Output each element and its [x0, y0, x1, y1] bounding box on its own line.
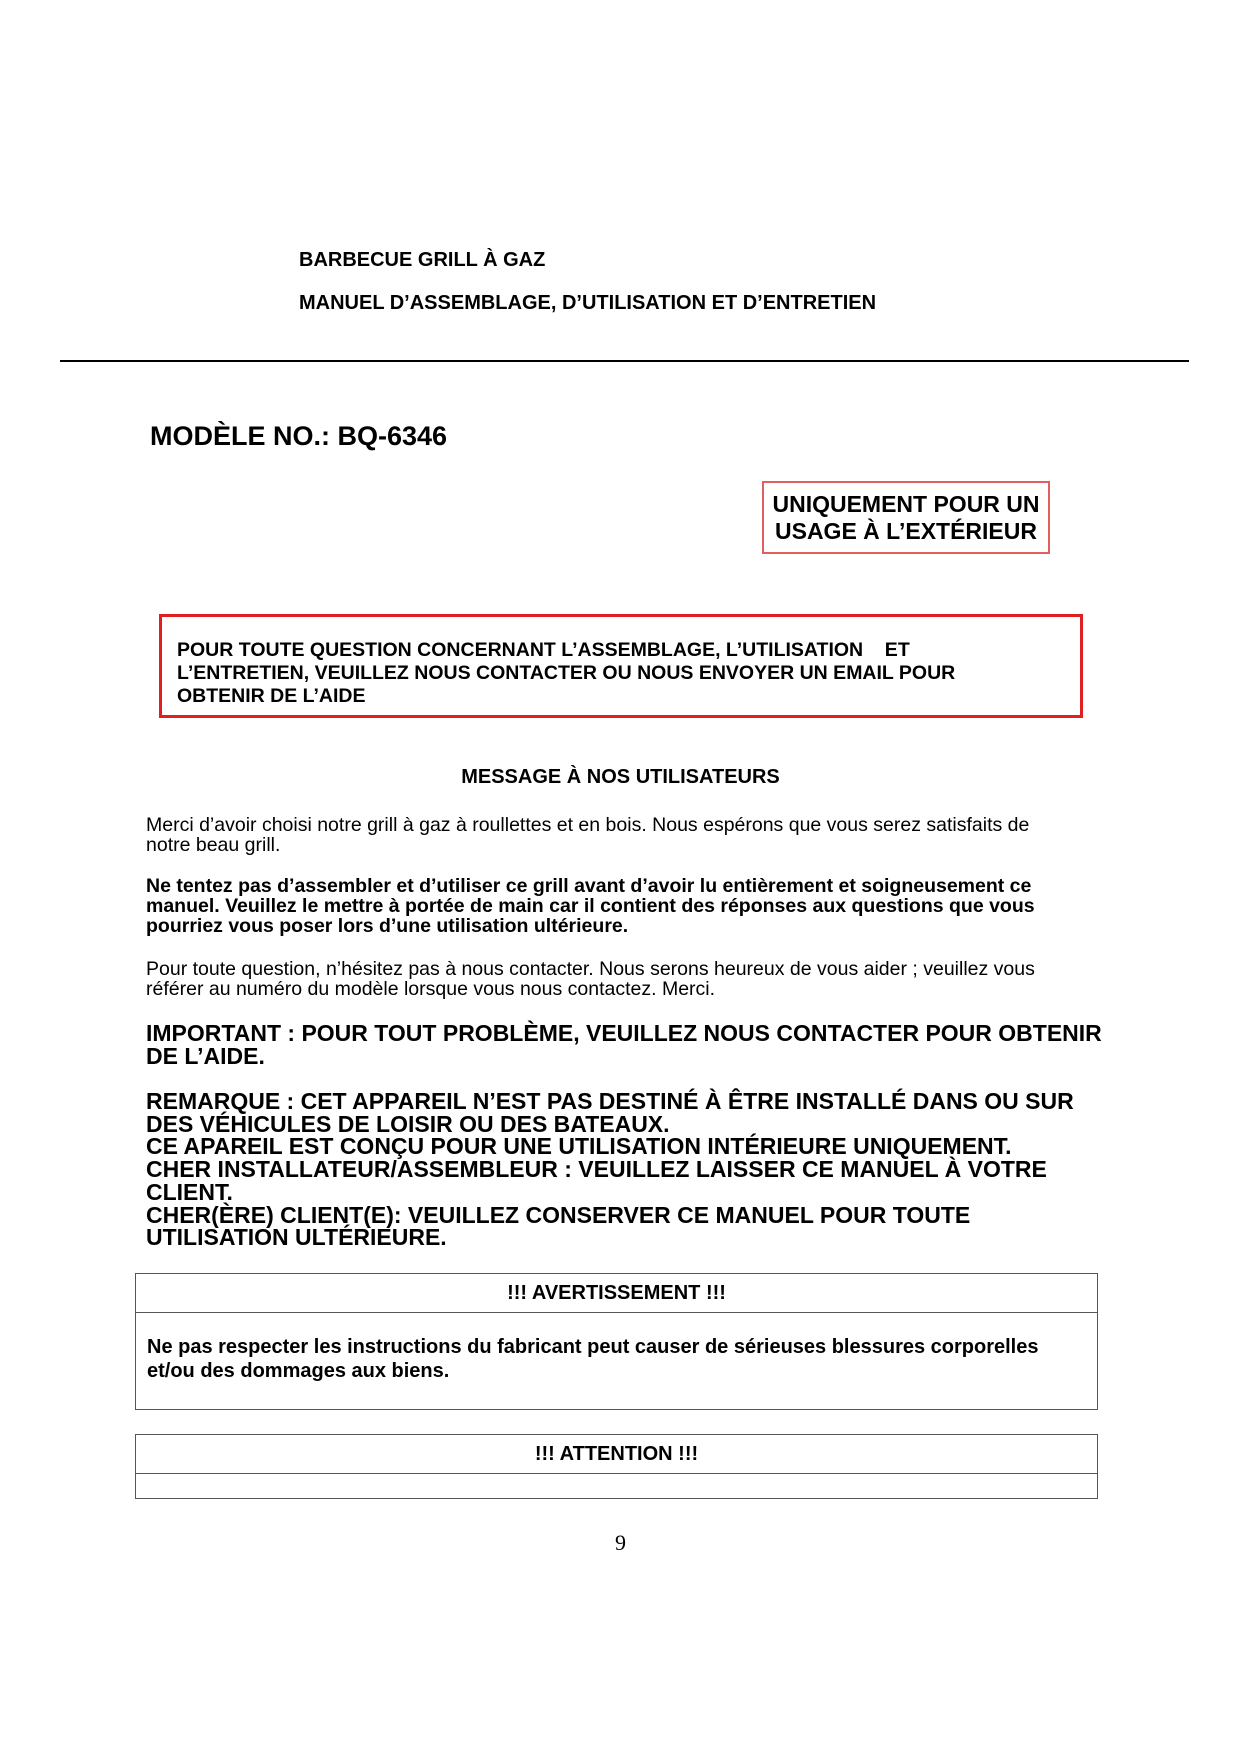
warning-body	[136, 1313, 1097, 1383]
message-heading: MESSAGE À NOS UTILISATEURS	[461, 766, 780, 788]
thanks-paragraph	[146, 815, 1106, 855]
header-divider	[60, 360, 1189, 362]
paragraph-line: Ne tentez pas d’assembler et d’utiliser ce grill avant d’avoir lu entièrement et soigneusement ce	[146, 875, 1032, 897]
important-line: DE L’AIDE.	[146, 1042, 265, 1069]
remark-line: CE APAREIL EST CONÇU POUR UNE UTILISATION INTÉRIEURE UNIQUEMENT.	[146, 1133, 1012, 1160]
contact-notice-line: POUR TOUTE QUESTION CONCERNANT L’ASSEMBLAGE, L’UTILISATION ET	[177, 639, 910, 661]
warning-line: Ne pas respecter les instructions du fabricant peut causer de sérieuses blessures corporelles	[147, 1336, 1039, 1358]
contact-notice	[159, 614, 1083, 718]
remark-line: CHER(ÈRE) CLIENT(E): VEUILLEZ CONSERVER CE MANUEL POUR TOUTE	[146, 1201, 971, 1228]
remark-line: UTILISATION ULTÉRIEURE.	[146, 1224, 447, 1251]
contact-notice-line: OBTENIR DE L’AIDE	[177, 685, 366, 707]
model-number: MODÈLE NO.: BQ-6346	[150, 421, 448, 451]
read-manual-paragraph	[146, 876, 1106, 936]
remark-line: DES VÉHICULES DE LOISIR OU DES BATEAUX.	[146, 1110, 670, 1137]
outdoor-use-notice	[762, 481, 1050, 554]
document-subtitle: MANUEL D’ASSEMBLAGE, D’UTILISATION ET D’ENTRETIEN	[299, 292, 877, 314]
page-number: 9	[615, 1530, 626, 1555]
remark-line: CHER INSTALLATEUR/ASSEMBLEUR : VEUILLEZ LAISSER CE MANUEL À VOTRE	[146, 1156, 1047, 1183]
remark-notice	[146, 1090, 1106, 1249]
warning-heading: !!! AVERTISSEMENT !!!	[136, 1274, 1097, 1313]
paragraph-line: Merci d’avoir choisi notre grill à gaz à roullettes et en bois. Nous espérons que vous serez satisfaits de	[146, 814, 1030, 836]
contact-notice-line: L’ENTRETIEN, VEUILLEZ NOUS CONTACTER OU NOUS ENVOYER UN EMAIL POUR	[177, 662, 956, 684]
document-title: BARBECUE GRILL À GAZ	[299, 249, 546, 271]
attention-table	[135, 1434, 1098, 1499]
important-line: IMPORTANT : POUR TOUT PROBLÈME, VEUILLEZ NOUS CONTACTER POUR OBTENIR	[146, 1020, 1102, 1046]
remark-line: CLIENT.	[146, 1178, 233, 1205]
paragraph-line: manuel. Veuillez le mettre à portée de main car il contient des réponses aux questions que vous	[146, 895, 1035, 917]
warning-table	[135, 1273, 1098, 1410]
paragraph-line: référer au numéro du modèle lorsque vous nous contactez. Merci.	[146, 978, 716, 1000]
outdoor-notice-line: UNIQUEMENT POUR UN	[772, 491, 1040, 517]
outdoor-notice-line: USAGE À L’EXTÉRIEUR	[775, 518, 1037, 544]
question-paragraph	[146, 959, 1106, 999]
paragraph-line: Pour toute question, n’hésitez pas à nous contacter. Nous serons heureux de vous aider ; veuillez vous	[146, 958, 1035, 980]
attention-heading: !!! ATTENTION !!!	[136, 1435, 1097, 1474]
remark-line: REMARQUE : CET APPAREIL N’EST PAS DESTINÉ À ÊTRE INSTALLÉ DANS OU SUR	[146, 1088, 1074, 1114]
warning-line: et/ou des dommages aux biens.	[147, 1360, 450, 1382]
important-notice	[146, 1022, 1106, 1067]
paragraph-line: pourriez vous poser lors d’une utilisation ultérieure.	[146, 915, 629, 937]
paragraph-line: notre beau grill.	[146, 834, 281, 856]
